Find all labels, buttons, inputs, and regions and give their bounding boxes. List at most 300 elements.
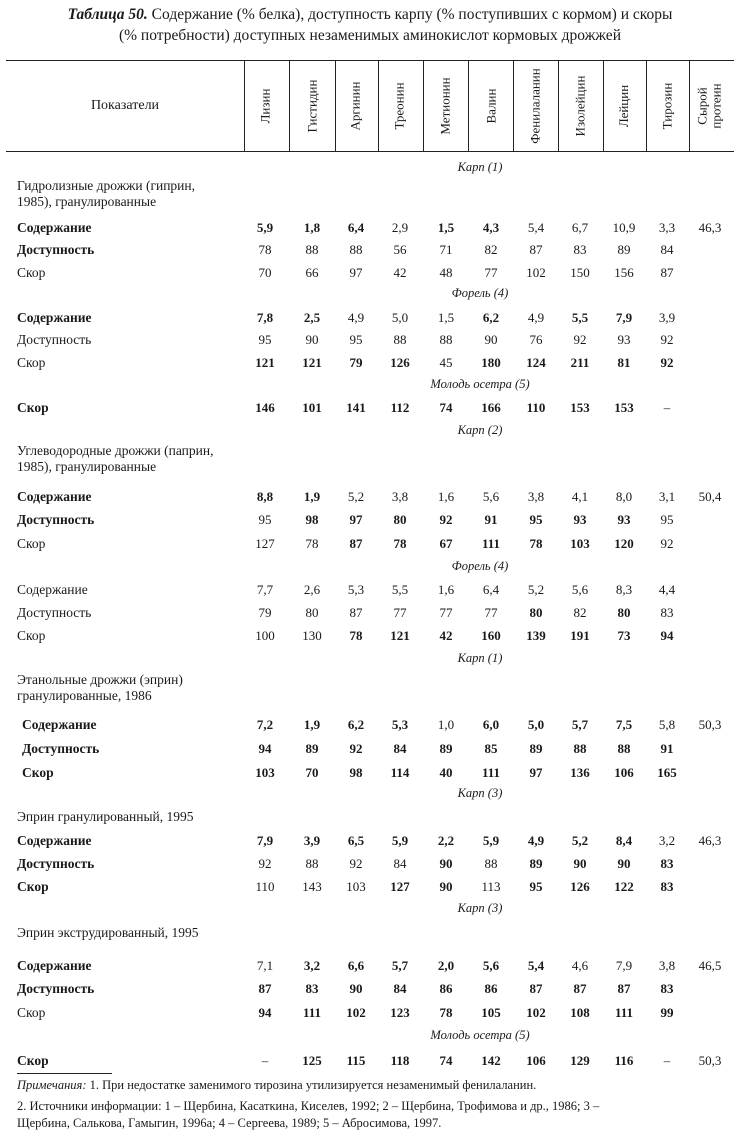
table-cell: 48 bbox=[439, 265, 453, 280]
section-title-line1: Эприн экструдированный, 1995 bbox=[17, 925, 199, 940]
table-cell: 6,7 bbox=[571, 220, 589, 235]
table-cell: 4,6 bbox=[571, 958, 589, 973]
table-cell: 74 bbox=[439, 400, 453, 415]
table-cell: 7,1 bbox=[256, 958, 274, 973]
table-cell: 84 bbox=[660, 242, 674, 257]
table-cell: 126 bbox=[390, 355, 410, 370]
table-cell: 110 bbox=[526, 400, 546, 415]
table-cell: 92 bbox=[258, 856, 272, 871]
table-cell: 87 bbox=[349, 536, 363, 551]
column-header bbox=[558, 60, 602, 152]
table-cell: 7,8 bbox=[256, 310, 274, 325]
table-cell: 56 bbox=[393, 242, 407, 257]
table-cell: 95 bbox=[258, 332, 272, 347]
table-cell: 89 bbox=[305, 741, 319, 756]
table-cell: 146 bbox=[255, 400, 275, 415]
table-cell: 129 bbox=[570, 1053, 590, 1068]
table-cell: 93 bbox=[573, 512, 587, 527]
table-cell: 120 bbox=[614, 536, 634, 551]
column-header-label: Изолейцин bbox=[572, 75, 587, 137]
table-cell: 1,6 bbox=[437, 582, 455, 597]
section-title-line2: гранулированные, 1986 bbox=[17, 688, 152, 703]
table-cell: 86 bbox=[439, 981, 453, 996]
table-cell: 118 bbox=[390, 1053, 410, 1068]
column-header-label: Треонин bbox=[392, 82, 407, 130]
species-subheader: Молодь осетра (5) bbox=[430, 377, 530, 391]
column-header-label: Гистидин bbox=[304, 79, 320, 133]
row-label: Доступность bbox=[17, 856, 95, 871]
table-cell: 3,9 bbox=[658, 310, 676, 325]
table-cell: – bbox=[663, 1053, 671, 1068]
table-cell: 5,2 bbox=[527, 582, 545, 597]
table-cell: 7,9 bbox=[256, 833, 274, 848]
table-cell: 153 bbox=[614, 400, 634, 415]
table-cell: 8,0 bbox=[615, 489, 633, 504]
table-cell: 84 bbox=[393, 741, 407, 756]
table-cell: 180 bbox=[481, 355, 501, 370]
row-label: Скор bbox=[17, 879, 49, 894]
table-cell: 150 bbox=[570, 265, 590, 280]
table-cell: 6,5 bbox=[347, 833, 365, 848]
table-cell: 74 bbox=[439, 1053, 453, 1068]
table-cell: 83 bbox=[305, 981, 319, 996]
table-cell: 5,2 bbox=[571, 833, 589, 848]
table-cell: 3,3 bbox=[658, 220, 676, 235]
note-1 bbox=[17, 1077, 730, 1094]
column-header bbox=[424, 60, 468, 152]
table-cell: 191 bbox=[570, 628, 590, 643]
table-cell: 78 bbox=[439, 1005, 453, 1020]
table-cell: 83 bbox=[660, 981, 674, 996]
table-cell: 90 bbox=[573, 856, 587, 871]
table-cell: 166 bbox=[481, 400, 501, 415]
table-cell: 80 bbox=[617, 605, 631, 620]
table-cell: 98 bbox=[349, 765, 363, 780]
table-cell: 90 bbox=[439, 879, 453, 894]
table-cell: 45 bbox=[439, 355, 453, 370]
table-cell: – bbox=[663, 400, 671, 415]
table-cell: 89 bbox=[439, 741, 453, 756]
row-label: Доступность bbox=[22, 741, 100, 756]
table-cell: 121 bbox=[390, 628, 410, 643]
table-cell: 84 bbox=[393, 981, 407, 996]
table-cell: 6,4 bbox=[347, 220, 365, 235]
row-label: Содержание bbox=[17, 833, 92, 848]
table-cell: 5,9 bbox=[391, 833, 409, 848]
table-cell: 5,7 bbox=[571, 717, 589, 732]
table-cell: 108 bbox=[570, 1005, 590, 1020]
species-subheader: Форель (4) bbox=[451, 286, 509, 300]
table-cell: 114 bbox=[390, 765, 410, 780]
table-cell: 87 bbox=[617, 981, 631, 996]
table-cell: 83 bbox=[573, 242, 587, 257]
table-cell: 83 bbox=[660, 856, 674, 871]
table-cell: 88 bbox=[349, 242, 363, 257]
table-cell: 83 bbox=[660, 605, 674, 620]
table-cell: 1,0 bbox=[437, 717, 455, 732]
table-cell: 127 bbox=[255, 536, 275, 551]
table-cell: 7,7 bbox=[256, 582, 274, 597]
notes-rule bbox=[17, 1073, 112, 1074]
table-cell: 78 bbox=[529, 536, 543, 551]
table-cell: 115 bbox=[346, 1053, 366, 1068]
table-cell: 105 bbox=[481, 1005, 501, 1020]
table-cell: 3,2 bbox=[658, 833, 676, 848]
table-cell: 92 bbox=[660, 536, 674, 551]
protein-header-line2: протеин bbox=[709, 83, 724, 129]
table-cell: 94 bbox=[258, 1005, 272, 1020]
row-label: Скор bbox=[17, 628, 46, 643]
table-cell: 111 bbox=[481, 765, 501, 780]
table-cell: 110 bbox=[255, 879, 275, 894]
row-label: Содержание bbox=[17, 489, 92, 504]
yeast-section-title bbox=[17, 443, 213, 475]
table-cell: 8,3 bbox=[615, 582, 633, 597]
table-cell: 100 bbox=[255, 628, 275, 643]
row-label: Скор bbox=[17, 1053, 49, 1068]
protein-header-line1: Сырой bbox=[695, 87, 710, 125]
table-cell: 103 bbox=[346, 879, 366, 894]
row-label: Содержание bbox=[22, 717, 97, 732]
table-cell: 111 bbox=[481, 536, 501, 551]
table-cell: 79 bbox=[258, 605, 272, 620]
species-subheader: Карп (1) bbox=[457, 651, 503, 665]
table-cell: 91 bbox=[660, 741, 674, 756]
section-title-line2: 1985), гранулированные bbox=[17, 194, 157, 209]
table-cell: 88 bbox=[439, 332, 453, 347]
table-cell: 82 bbox=[484, 242, 498, 257]
table-cell: 77 bbox=[393, 605, 407, 620]
column-header-label: Лизин bbox=[256, 88, 272, 124]
table-cell: 2,6 bbox=[303, 582, 321, 597]
table-cell: 5,5 bbox=[571, 310, 589, 325]
table-cell: 1,5 bbox=[437, 310, 455, 325]
table-cell: 50,3 bbox=[698, 1053, 722, 1068]
table-cell: 93 bbox=[617, 512, 631, 527]
species-subheader: Карп (2) bbox=[457, 423, 503, 437]
table-cell: 50,3 bbox=[698, 717, 722, 732]
table-cell: 95 bbox=[349, 332, 363, 347]
table-cell: 46,5 bbox=[698, 958, 722, 973]
table-cell: 1,6 bbox=[437, 489, 455, 504]
table-cell: 67 bbox=[439, 536, 453, 551]
table-cell: 77 bbox=[439, 605, 453, 620]
column-header-label: Валин bbox=[483, 88, 498, 124]
table-cell: 87 bbox=[529, 242, 543, 257]
table-cell: 77 bbox=[484, 605, 498, 620]
table-cell: 116 bbox=[614, 1053, 634, 1068]
column-header bbox=[645, 60, 689, 152]
table-cell: 3,2 bbox=[303, 958, 321, 973]
table-cell: – bbox=[261, 1053, 269, 1068]
table-cell: 90 bbox=[439, 856, 453, 871]
table-cell: 87 bbox=[529, 981, 543, 996]
table-cell: 94 bbox=[258, 741, 272, 756]
table-cell: 7,2 bbox=[256, 717, 274, 732]
table-cell: 73 bbox=[617, 628, 631, 643]
table-cell: 6,4 bbox=[482, 582, 500, 597]
table-cell: 103 bbox=[570, 536, 590, 551]
section-title-line1: Этанольные дрожжи (эприн) bbox=[17, 672, 183, 687]
table-cell: 103 bbox=[255, 765, 275, 780]
table-cell: 127 bbox=[390, 879, 410, 894]
table-cell: 5,5 bbox=[391, 582, 409, 597]
table-cell: 77 bbox=[484, 265, 498, 280]
table-cell: 111 bbox=[302, 1005, 322, 1020]
table-caption bbox=[6, 4, 734, 46]
table-cell: 92 bbox=[573, 332, 587, 347]
column-header bbox=[290, 60, 334, 152]
table-cell: 142 bbox=[481, 1053, 501, 1068]
column-header-label: Лейцин bbox=[615, 84, 631, 128]
table-cell: 2,9 bbox=[391, 220, 409, 235]
table-cell: 112 bbox=[390, 400, 410, 415]
table-cell: 89 bbox=[529, 856, 543, 871]
caption-text-line1: Содержание (% белка), доступность карпу (% поступивших с кормом) и скоры bbox=[151, 6, 673, 23]
column-header-protein bbox=[688, 60, 732, 152]
table-cell: 88 bbox=[305, 242, 319, 257]
table-cell: 1,5 bbox=[437, 220, 455, 235]
table-cell: 4,4 bbox=[658, 582, 676, 597]
table-cell: 102 bbox=[346, 1005, 366, 1020]
table-cell: 85 bbox=[484, 741, 498, 756]
table-cell: 8,8 bbox=[256, 489, 274, 504]
table-cell: 6,2 bbox=[482, 310, 500, 325]
table-cell: 83 bbox=[660, 879, 674, 894]
table-cell: 5,6 bbox=[482, 958, 500, 973]
table-cell: 4,9 bbox=[527, 310, 545, 325]
table-cell: 6,2 bbox=[347, 717, 365, 732]
table-cell: 46,3 bbox=[698, 220, 722, 235]
row-label: Доступность bbox=[17, 605, 92, 620]
table-cell: 4,1 bbox=[571, 489, 589, 504]
column-header-label: Аргинин bbox=[348, 81, 363, 131]
row-label: Доступность bbox=[17, 512, 95, 527]
table-cell: 1,9 bbox=[303, 489, 321, 504]
note-2-line1: 2. Источники информации: 1 – Щербина, Касаткина, Киселев, 1992; 2 – Щербина, Трофимова и др., 1986; 3 – bbox=[17, 1099, 600, 1113]
table-cell: 106 bbox=[614, 765, 634, 780]
table-cell: 211 bbox=[570, 355, 590, 370]
species-subheader: Форель (4) bbox=[451, 559, 509, 573]
yeast-section-title bbox=[17, 809, 194, 825]
table-cell: 70 bbox=[305, 765, 319, 780]
column-header-label: Метионин bbox=[438, 77, 454, 135]
row-label: Скор bbox=[17, 265, 46, 280]
table-cell: 7,9 bbox=[615, 310, 633, 325]
table-cell: 102 bbox=[526, 1005, 546, 1020]
table-cell: 95 bbox=[660, 512, 674, 527]
table-cell: 92 bbox=[439, 512, 453, 527]
table-cell: 92 bbox=[349, 741, 363, 756]
table-cell: 136 bbox=[570, 765, 590, 780]
table-cell: 130 bbox=[302, 628, 322, 643]
table-cell: 2,5 bbox=[303, 310, 321, 325]
table-cell: 89 bbox=[617, 242, 631, 257]
table-cell: 78 bbox=[349, 628, 363, 643]
column-header bbox=[514, 60, 558, 152]
table-cell: 3,1 bbox=[658, 489, 676, 504]
table-cell: 92 bbox=[660, 355, 674, 370]
table-cell: 4,3 bbox=[482, 220, 500, 235]
table-cell: 5,8 bbox=[658, 717, 676, 732]
table-cell: 10,9 bbox=[612, 220, 636, 235]
notes-label: Примечания: bbox=[17, 1078, 87, 1092]
table-cell: 87 bbox=[660, 265, 674, 280]
table-cell: 5,9 bbox=[256, 220, 274, 235]
table-cell: 3,9 bbox=[303, 833, 321, 848]
table-cell: 125 bbox=[302, 1053, 322, 1068]
table-cell: 79 bbox=[349, 355, 363, 370]
row-label: Содержание bbox=[17, 220, 92, 235]
table-cell: 80 bbox=[529, 605, 543, 620]
table-cell: 5,3 bbox=[391, 717, 409, 732]
table-cell: 101 bbox=[302, 400, 322, 415]
yeast-section-title bbox=[17, 672, 183, 704]
table-cell: 87 bbox=[258, 981, 272, 996]
table-cell: 6,0 bbox=[482, 717, 500, 732]
table-cell: 5,0 bbox=[527, 717, 545, 732]
table-cell: 90 bbox=[349, 981, 363, 996]
table-cell: 92 bbox=[349, 856, 363, 871]
table-cell: 98 bbox=[305, 512, 319, 527]
table-cell: 89 bbox=[529, 741, 543, 756]
table-cell: 106 bbox=[526, 1053, 546, 1068]
table-cell: 160 bbox=[481, 628, 501, 643]
yeast-section-title bbox=[17, 925, 199, 941]
column-header bbox=[378, 60, 422, 152]
caption-text-line2: (% потребности) доступных незаменимых аминокислот кормовых дрожжей bbox=[118, 27, 621, 44]
table-cell: 5,4 bbox=[527, 220, 545, 235]
table-cell: 111 bbox=[614, 1005, 634, 1020]
table-cell: 84 bbox=[393, 856, 407, 871]
table-cell: 143 bbox=[302, 879, 322, 894]
table-cell: 95 bbox=[529, 512, 543, 527]
table-cell: 86 bbox=[484, 981, 498, 996]
indicator-header: Показатели bbox=[90, 98, 160, 113]
table-cell: 102 bbox=[526, 265, 546, 280]
table-cell: 2,2 bbox=[437, 833, 455, 848]
table-cell: 5,6 bbox=[571, 582, 589, 597]
yeast-section-title bbox=[17, 178, 195, 210]
table-cell: 165 bbox=[657, 765, 677, 780]
column-header bbox=[334, 60, 378, 152]
table-cell: 5,7 bbox=[391, 958, 409, 973]
table-cell: 3,8 bbox=[658, 958, 676, 973]
column-header bbox=[602, 60, 646, 152]
column-header-label: Тирозин bbox=[659, 82, 674, 130]
table-cell: 4,9 bbox=[347, 310, 365, 325]
table-cell: 90 bbox=[617, 856, 631, 871]
table-cell: 92 bbox=[660, 332, 674, 347]
table-cell: 46,3 bbox=[698, 833, 722, 848]
row-label: Доступность bbox=[17, 242, 95, 257]
table-cell: 80 bbox=[305, 605, 319, 620]
table-cell: 126 bbox=[570, 879, 590, 894]
note-2-line2: Щербина, Салькова, Гамыгин, 1996а; 4 – Сергеева, 1989; 5 – Абросимова, 1997. bbox=[17, 1116, 442, 1130]
table-cell: 88 bbox=[484, 856, 498, 871]
table-cell: 40 bbox=[439, 765, 453, 780]
row-label: Скор bbox=[17, 536, 46, 551]
row-label: Содержание bbox=[17, 582, 88, 597]
table-cell: 78 bbox=[258, 242, 272, 257]
table-cell: 42 bbox=[393, 265, 407, 280]
species-subheader: Карп (3) bbox=[457, 786, 503, 800]
table-cell: 82 bbox=[573, 605, 587, 620]
table-cell: 121 bbox=[255, 355, 275, 370]
table-cell: 1,9 bbox=[303, 717, 321, 732]
table-cell: 78 bbox=[393, 536, 407, 551]
note-1-text: 1. При недостатке заменимого тирозина утилизируется незаменимый фенилаланин. bbox=[89, 1078, 537, 1092]
column-header-label bbox=[696, 83, 724, 128]
table-cell: 123 bbox=[390, 1005, 410, 1020]
table-cell: 97 bbox=[529, 765, 543, 780]
table-cell: 3,8 bbox=[391, 489, 409, 504]
table-cell: 121 bbox=[302, 355, 322, 370]
table-cell: 141 bbox=[346, 400, 366, 415]
table-cell: 2,0 bbox=[437, 958, 455, 973]
table-cell: 97 bbox=[349, 512, 363, 527]
table-cell: 87 bbox=[349, 605, 363, 620]
table-cell: 95 bbox=[258, 512, 272, 527]
table-cell: 124 bbox=[526, 355, 546, 370]
table-cell: 5,3 bbox=[347, 582, 365, 597]
table-cell: 88 bbox=[393, 332, 407, 347]
row-label: Скор bbox=[22, 765, 54, 780]
table-cell: 93 bbox=[617, 332, 631, 347]
table-cell: 113 bbox=[481, 879, 501, 894]
table-cell: 88 bbox=[617, 741, 631, 756]
table-cell: 153 bbox=[570, 400, 590, 415]
row-label: Содержание bbox=[17, 958, 92, 973]
table-cell: 5,0 bbox=[391, 310, 409, 325]
table-cell: 80 bbox=[393, 512, 407, 527]
table-cell: 70 bbox=[258, 265, 272, 280]
table-number: Таблица 50. bbox=[67, 6, 148, 23]
section-title-line1: Эприн гранулированный, 1995 bbox=[17, 809, 194, 824]
table-cell: 88 bbox=[305, 856, 319, 871]
table-cell: 7,9 bbox=[615, 958, 633, 973]
table-cell: 71 bbox=[439, 242, 453, 257]
table-cell: 50,4 bbox=[698, 489, 722, 504]
row-label: Содержание bbox=[17, 310, 92, 325]
row-label: Доступность bbox=[17, 332, 92, 347]
table-cell: 7,5 bbox=[615, 717, 633, 732]
section-title-line2: 1985), гранулированные bbox=[17, 459, 157, 474]
table-cell: 5,6 bbox=[482, 489, 500, 504]
table-cell: 90 bbox=[305, 332, 319, 347]
table-cell: 99 bbox=[660, 1005, 674, 1020]
species-subheader: Карп (3) bbox=[457, 901, 503, 915]
table-cell: 5,2 bbox=[347, 489, 365, 504]
table-cell: 5,4 bbox=[527, 958, 545, 973]
row-label: Доступность bbox=[17, 981, 95, 996]
table-cell: 6,6 bbox=[347, 958, 365, 973]
note-2 bbox=[17, 1098, 730, 1132]
table-cell: 156 bbox=[614, 265, 634, 280]
table-cell: 87 bbox=[573, 981, 587, 996]
column-header bbox=[243, 60, 287, 152]
table-cell: 66 bbox=[305, 265, 319, 280]
row-label: Скор bbox=[17, 400, 49, 415]
column-header-label: Фенилаланин bbox=[528, 68, 543, 144]
table-cell: 122 bbox=[614, 879, 634, 894]
species-subheader: Молодь осетра (5) bbox=[430, 1028, 530, 1042]
table-cell: 88 bbox=[573, 741, 587, 756]
table-cell: 78 bbox=[305, 536, 319, 551]
table-cell: 42 bbox=[439, 628, 453, 643]
table-cell: 139 bbox=[526, 628, 546, 643]
row-label: Скор bbox=[17, 355, 46, 370]
